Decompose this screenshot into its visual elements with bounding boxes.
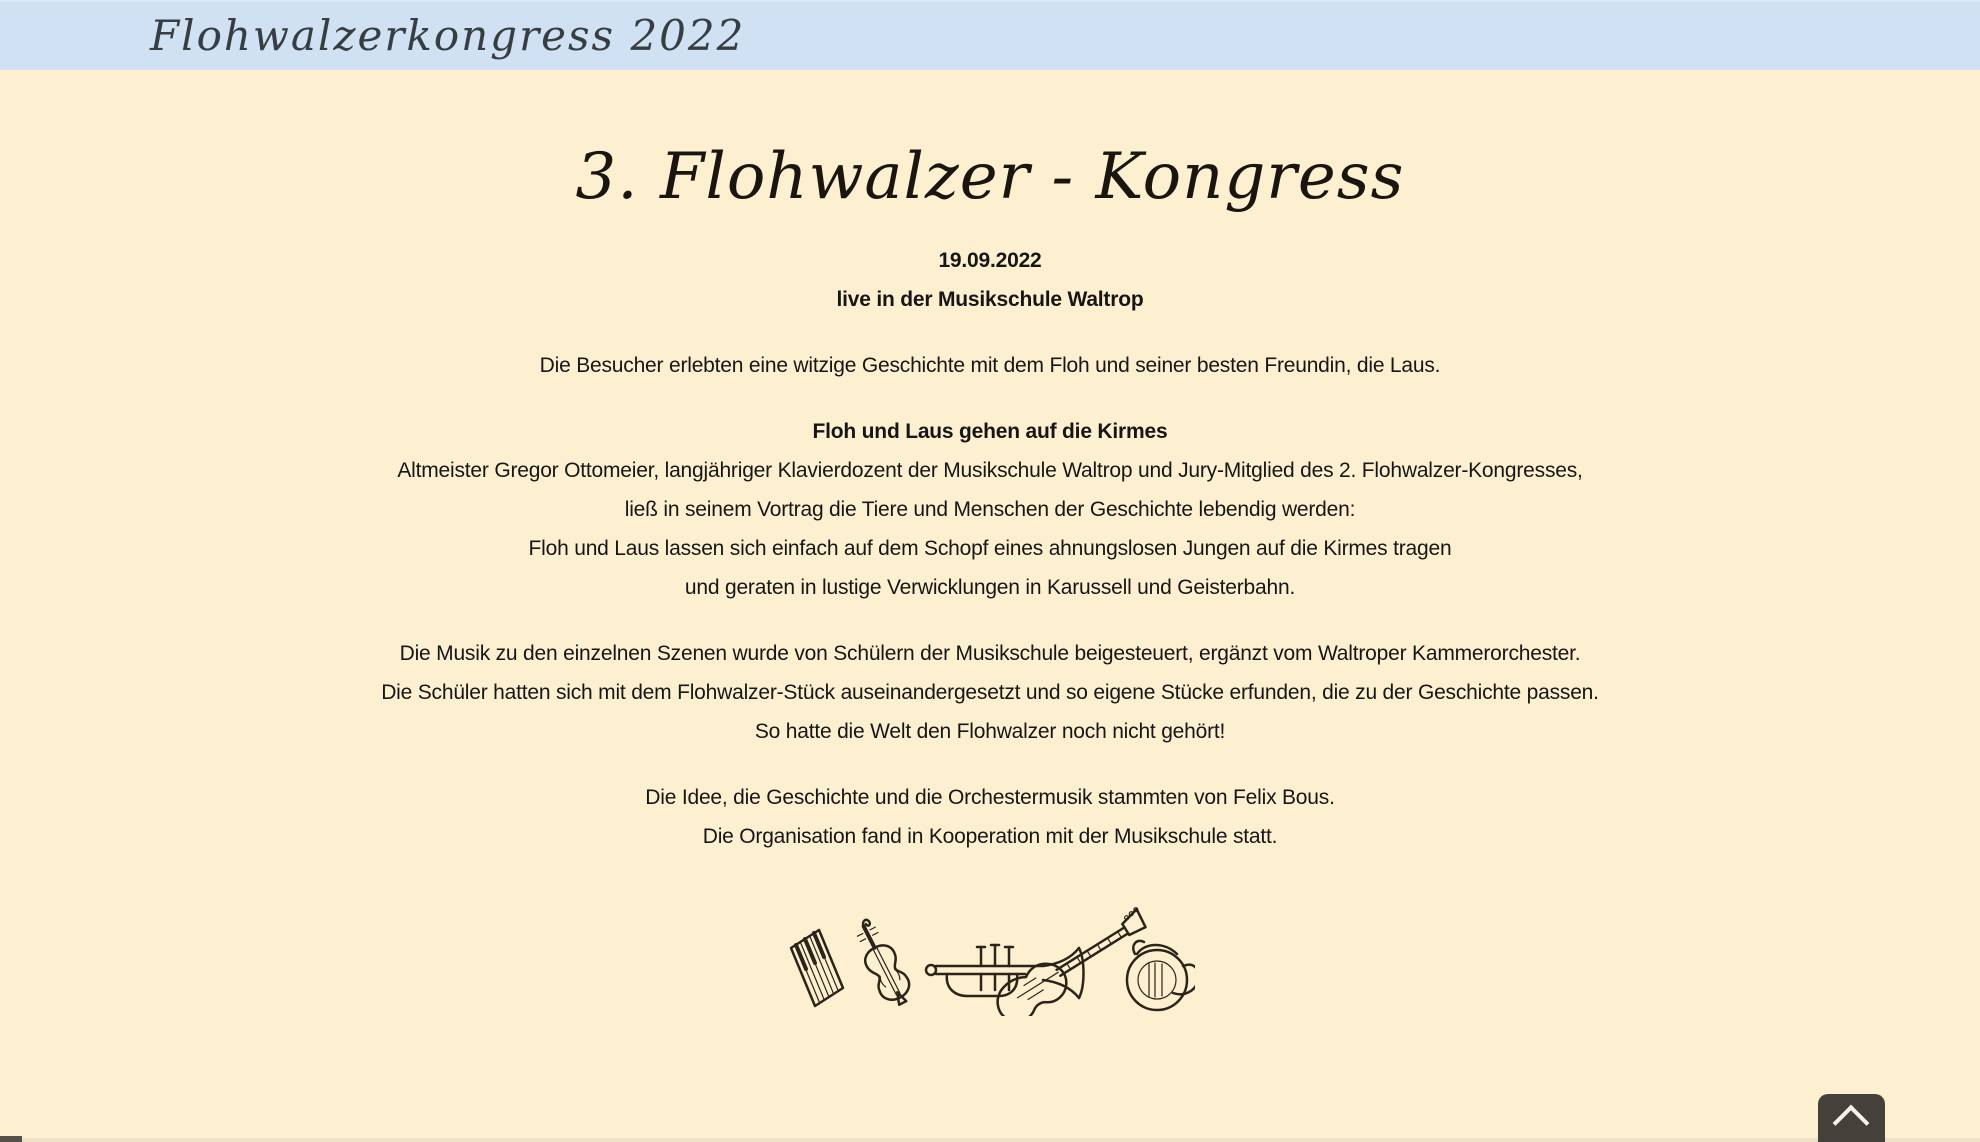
credits-paragraph [0,778,1980,856]
intro-paragraph [0,346,1980,385]
footer-mark [0,1136,22,1142]
instruments-sketch [785,886,1195,1016]
main-content [0,140,1980,1016]
site-header [0,0,1980,70]
piano-icon [791,930,843,1006]
violin-icon [848,915,917,1010]
text-line: Die Schüler hatten sich mit dem Flohwalzer-Stück auseinandergesetzt und so eigene Stücke erfunden, die zu der Geschichte passen. [381,681,1599,704]
event-venue: live in der Musikschule Waltrop [836,288,1144,311]
music-paragraph [0,634,1980,751]
event-info [0,241,1980,319]
instruments-illustration [0,886,1980,1016]
story-heading: Floh und Laus gehen auf die Kirmes [812,420,1168,443]
text-line: Floh und Laus lassen sich einfach auf dem Schopf eines ahnungslosen Jungen auf die Kirmes tragen [528,537,1452,560]
chevron-up-icon [1833,1105,1870,1142]
text-line: Die Musik zu den einzelnen Szenen wurde von Schülern der Musikschule beigesteuert, ergänzt vom Waltroper Kammerorchester. [399,642,1581,665]
text-line: Die Idee, die Geschichte und die Orchestermusik stammten von Felix Bous. [645,786,1335,809]
footer-edge [0,1138,1980,1142]
french-horn-icon [1127,941,1195,1010]
event-date: 19.09.2022 [938,249,1042,272]
text-line: Die Organisation fand in Kooperation mit der Musikschule statt. [702,825,1278,848]
text-line: ließ in seinem Vortrag die Tiere und Menschen der Geschichte lebendig werden: [624,498,1356,521]
guitar-icon [989,904,1155,1016]
page-title: 3. Flohwalzer - Kongress [575,140,1405,214]
text-line: Die Besucher erlebten eine witzige Geschichte mit dem Floh und seiner besten Freundin, die Laus. [539,354,1441,377]
scroll-to-top-button[interactable] [1818,1094,1885,1142]
story-paragraph [0,412,1980,607]
trumpet-icon [926,945,1084,998]
text-line: und geraten in lustige Verwicklungen in Karussell und Geisterbahn. [684,576,1296,599]
site-title[interactable]: Flohwalzerkongress 2022 [150,11,746,60]
text-line: So hatte die Welt den Flohwalzer noch nicht gehört! [754,720,1226,743]
text-line: Altmeister Gregor Ottomeier, langjähriger Klavierdozent der Musikschule Waltrop und Jury-Mitglied des 2. Flohwalzer-Kongresses, [397,459,1583,482]
